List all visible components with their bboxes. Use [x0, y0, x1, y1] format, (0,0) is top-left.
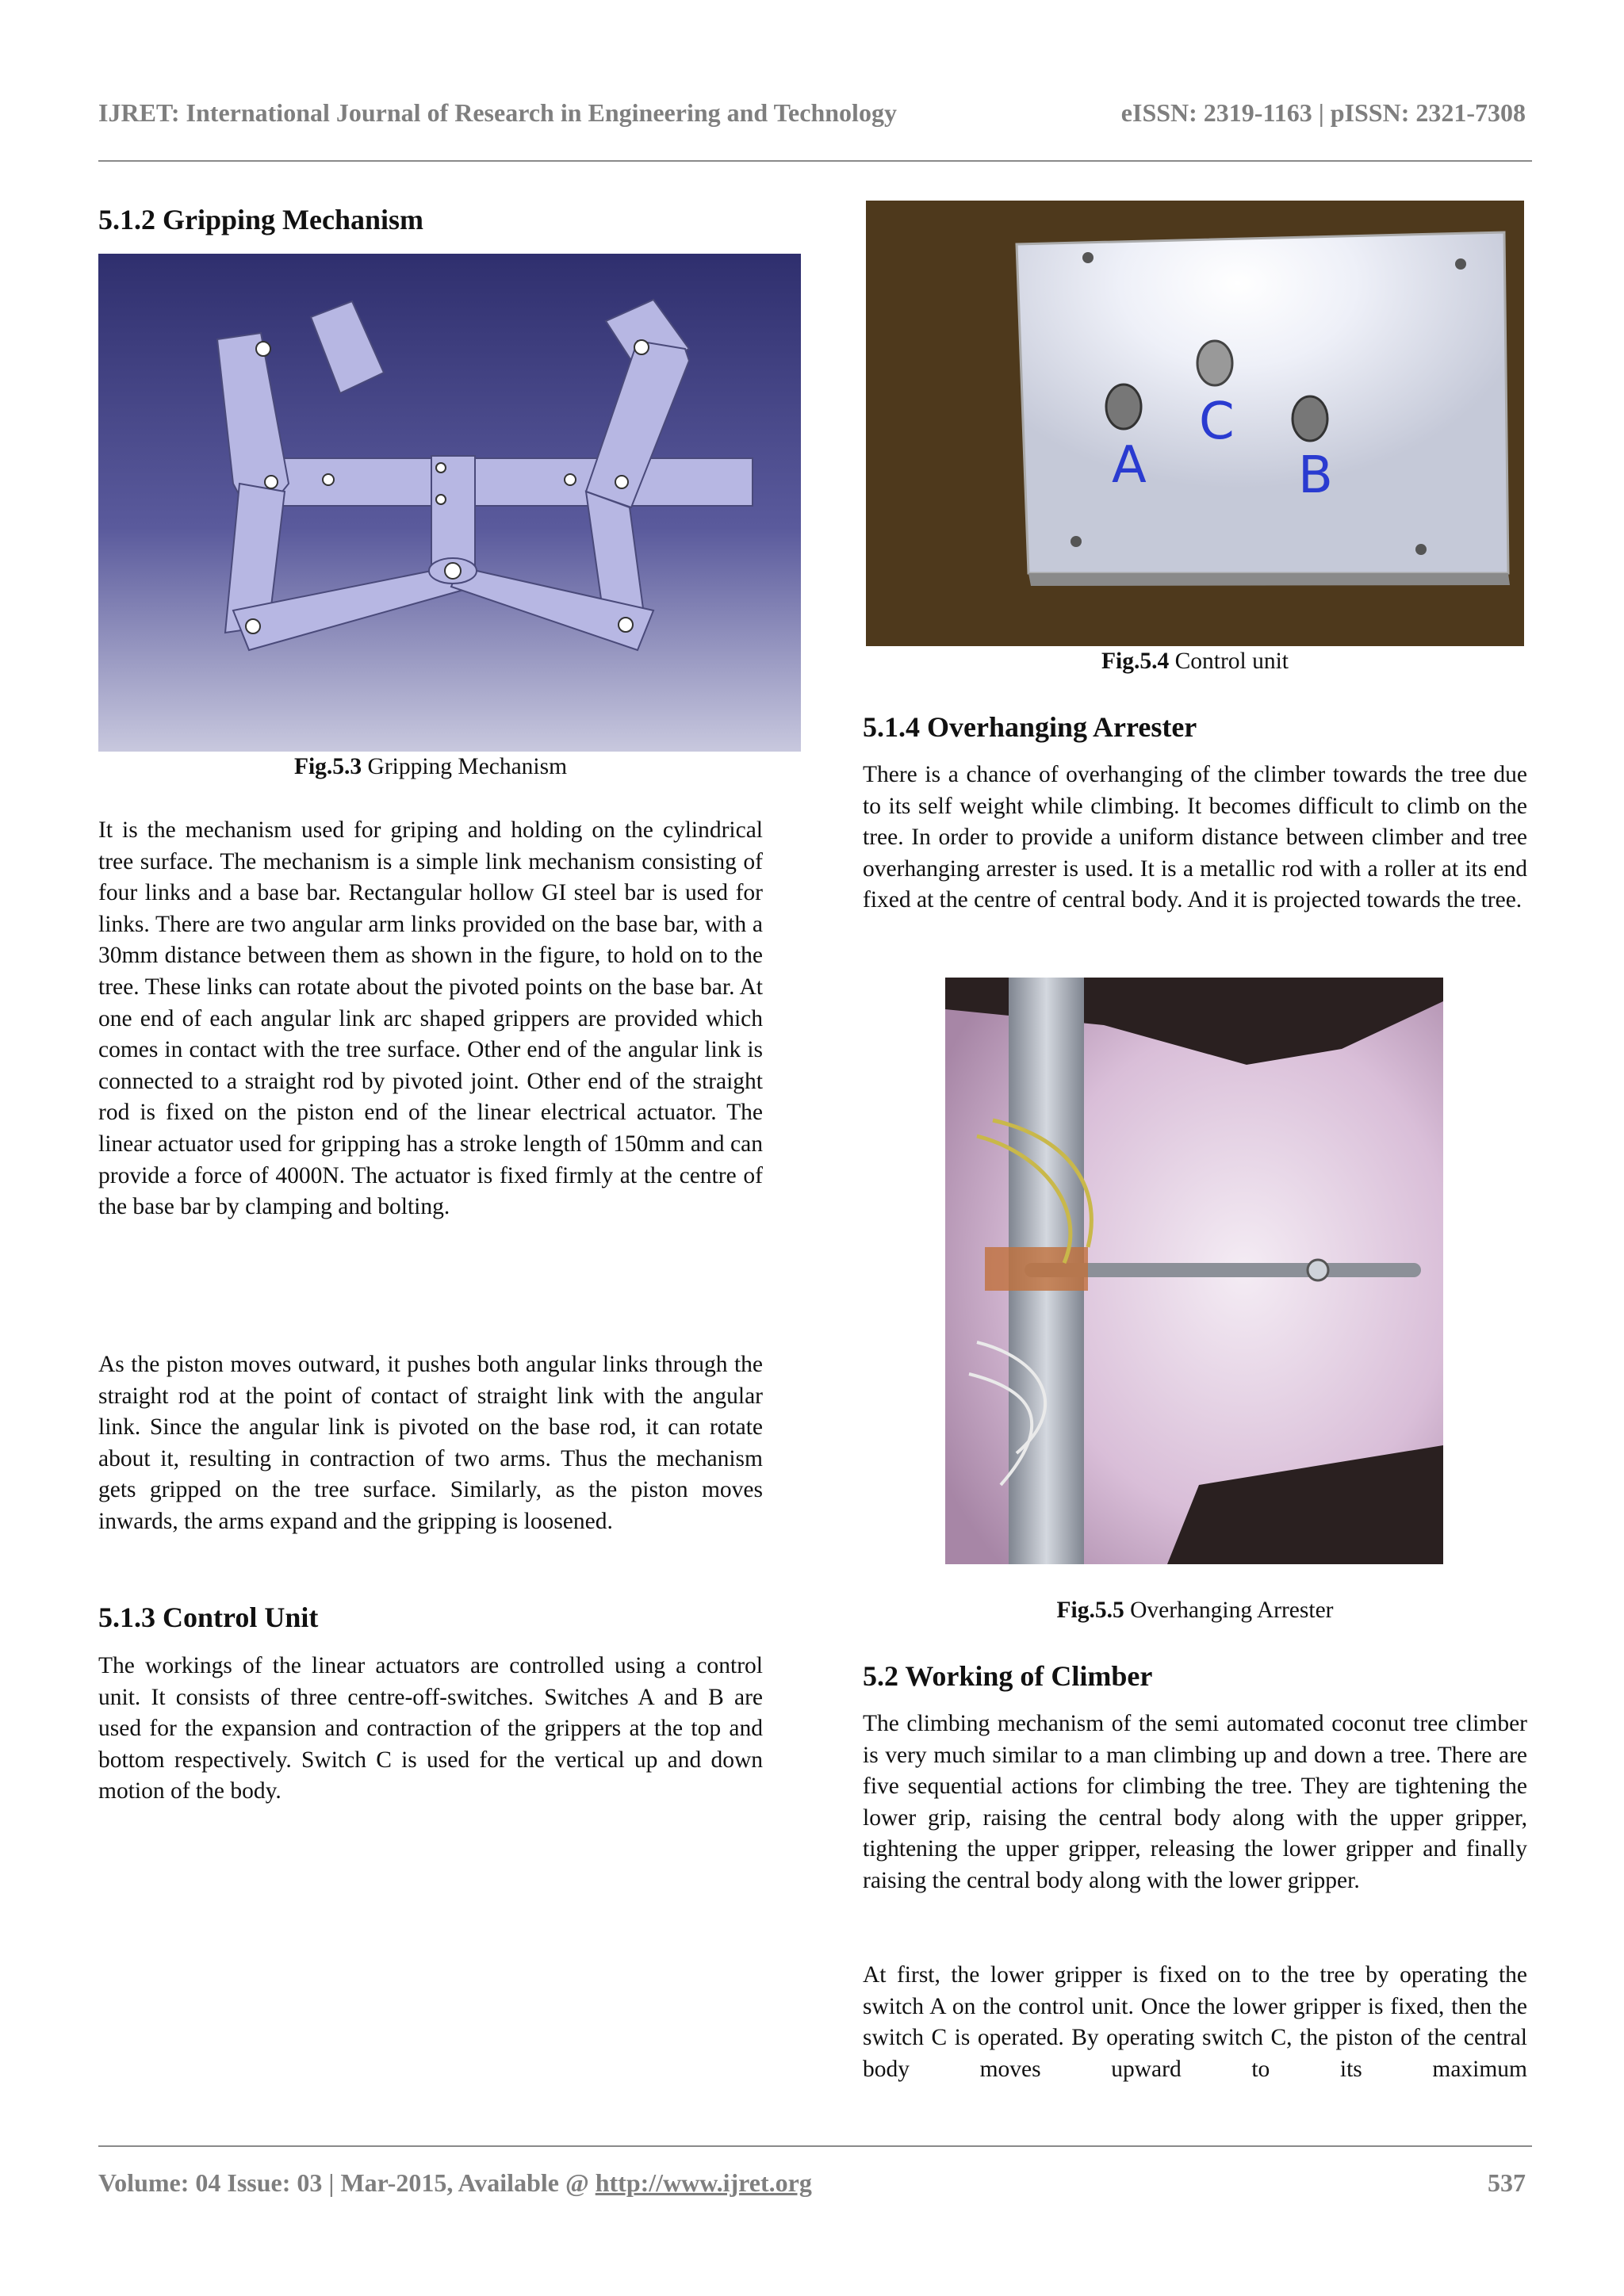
figure-overhanging-arrester — [945, 978, 1443, 1564]
footer-rule — [98, 2145, 1532, 2147]
gripping-mechanism-drawing — [98, 254, 801, 752]
heading-overhanging-arrester: 5.1.4 Overhanging Arrester — [863, 711, 1197, 743]
switch-b-label: B — [1298, 446, 1333, 505]
heading-working-of-climber: 5.2 Working of Climber — [863, 1660, 1153, 1692]
footer-volume-text: Volume: 04 Issue: 03 | Mar-2015, Available @ — [98, 2168, 596, 2197]
figure-control-unit — [866, 201, 1524, 646]
heading-control-unit: 5.1.3 Control Unit — [98, 1601, 319, 1633]
figure-gripping-mechanism — [98, 254, 801, 752]
issn-info: eISSN: 2319-1163 | pISSN: 2321-7308 — [1120, 98, 1526, 127]
fig-label: Fig.5.4 — [1101, 649, 1170, 674]
overhanging-arrester-photo — [945, 978, 1443, 1564]
footer-journal-link[interactable]: http://www.ijret.org — [595, 2168, 812, 2197]
paragraph-working-2: At first, the lower gripper is fixed on to the tree by operating the switch A on the control unit. Once the lower gripper is fixed, then the switch C is operated. By operating switch C, the piston of the central body moves upward to its maximum — [863, 1962, 1527, 2082]
fig-caption-text: Gripping Mechanism — [367, 754, 568, 779]
caption-fig-5-5 — [863, 1595, 1527, 1625]
fig-label: Fig.5.5 — [1056, 1598, 1124, 1623]
paragraph-control-unit: The workings of the linear actuators are controlled using a control unit. It consists of three centre-off-switches. Switches A and B are used for the expansion and contraction of the grippers at the top and bottom respectively. Switch C is used for the vertical up and down motion of the body. — [98, 1653, 763, 1804]
switch-c-label: C — [1199, 392, 1235, 451]
fig-caption-text: Control unit — [1174, 649, 1289, 674]
header-rule — [98, 160, 1532, 162]
heading-gripping: 5.1.2 Gripping Mechanism — [98, 204, 424, 235]
control-unit-photo — [866, 201, 1524, 646]
caption-fig-5-3 — [98, 752, 763, 782]
fig-caption-text: Overhanging Arrester — [1130, 1598, 1334, 1623]
page-number: 537 — [1488, 2168, 1526, 2197]
fig-label: Fig.5.3 — [293, 754, 362, 779]
paragraph-gripping-1: It is the mechanism used for griping and holding on the cylindrical tree surface. The mechanism is a simple link mechanism consisting of four links and a base bar. Rectangular hollow GI steel bar is used for links. There are two angular arm links provided on the base bar, with a 30mm distance between them as shown in the figure, to hold on to the tree. These links can rotate about the pivoted points on the base bar. At one end of each angular link arc shaped grippers are provided which comes in contact with the tree surface. Other end of the angular link is connected to a straight rod by pivoted joint. Other end of the straight rod is fixed on the piston end of the linear electrical actuator. The linear actuator used for gripping has a stroke length of 150mm and can provide a force of 4000N. The actuator is fixed firmly at the centre of the base bar by clamping and bolting. — [98, 817, 763, 1220]
journal-title: IJRET: International Journal of Research in Engineering and Technology — [98, 98, 897, 127]
paragraph-gripping-2: As the piston moves outward, it pushes both angular links through the straight rod at the point of contact of straight link with the angular link. Since the angular link is pivoted on the base rod, it can rotate about it, resulting in contraction of two arms. Thus the mechanism gets gripped on the tree surface. Similarly, as the piston moves inwards, the arms expand and the gripping is loosened. — [98, 1352, 763, 1534]
footer-volume — [98, 2168, 812, 2198]
paragraph-overhanging-arrester: There is a chance of overhanging of the climber towards the tree due to its self weight while climbing. It becomes difficult to climb on the tree. In order to provide a uniform distance between climber and tree overhanging arrester is used. It is a metallic rod with a roller at its end fixed at the centre of central body. And it is projected towards the tree. — [863, 762, 1527, 913]
paragraph-working-1: The climbing mechanism of the semi automated coconut tree climber is very much similar to a man climbing up and down a tree. There are five sequential actions for climbing the tree. They are tightening the lower grip, raising the central body along with the upper gripper, tightening the upper gripper, releasing the lower gripper and finally raising the central body along with the lower gripper. — [863, 1711, 1527, 1893]
switch-a-label: A — [1112, 436, 1147, 495]
caption-fig-5-4 — [863, 646, 1527, 676]
